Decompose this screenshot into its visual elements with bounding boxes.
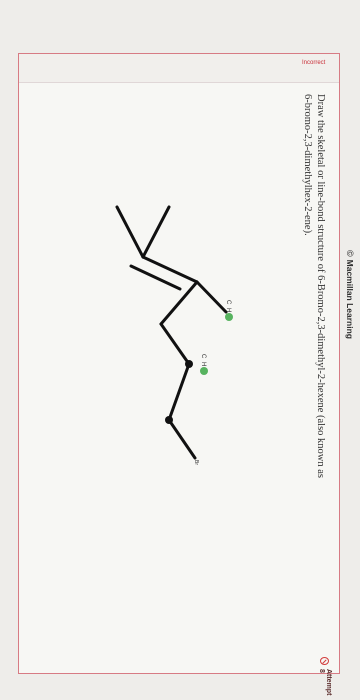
copyright-icon: © <box>345 250 355 257</box>
question-card <box>18 53 340 696</box>
attempt-dropdown[interactable] <box>318 657 332 700</box>
bond-c2-c3 <box>143 257 197 282</box>
question-line-2: 6-bromo-2,3-dimethylhex-2-ene). <box>302 94 313 236</box>
annotation-markers <box>193 300 233 465</box>
bond-c6-br <box>169 420 195 458</box>
brand-name: Macmillan Learning <box>345 259 355 339</box>
carbon-label: C <box>200 354 206 359</box>
atom-dot <box>185 360 193 368</box>
bond-c1-c2 <box>143 207 169 257</box>
incorrect-icon <box>321 657 330 665</box>
question-line-1: Draw the skeletal or line-bond structure of 6-Bromo-2,3-dimethyl-2-hexene (also known as <box>315 94 326 479</box>
brand <box>345 250 355 339</box>
attempt-label: Attempt 8 <box>318 668 332 696</box>
bond-c5-c6 <box>169 364 189 420</box>
marker-dot <box>225 313 233 321</box>
bromine-label: Br <box>193 460 199 465</box>
marker-dot <box>200 367 208 375</box>
question-text <box>301 94 327 654</box>
hydrogen-label: H <box>200 362 206 367</box>
hydrogen-label: H <box>225 308 231 313</box>
incorrect-status: Incorrect <box>302 60 326 66</box>
status-rail <box>19 54 339 83</box>
bond-c4-c5 <box>161 324 189 364</box>
bond-c3-methyl <box>197 282 226 312</box>
atom-dot <box>165 416 173 424</box>
carbon-label: C <box>225 300 231 305</box>
molecule-drawing[interactable] <box>21 172 281 602</box>
bond-c2-methyl <box>117 207 143 257</box>
